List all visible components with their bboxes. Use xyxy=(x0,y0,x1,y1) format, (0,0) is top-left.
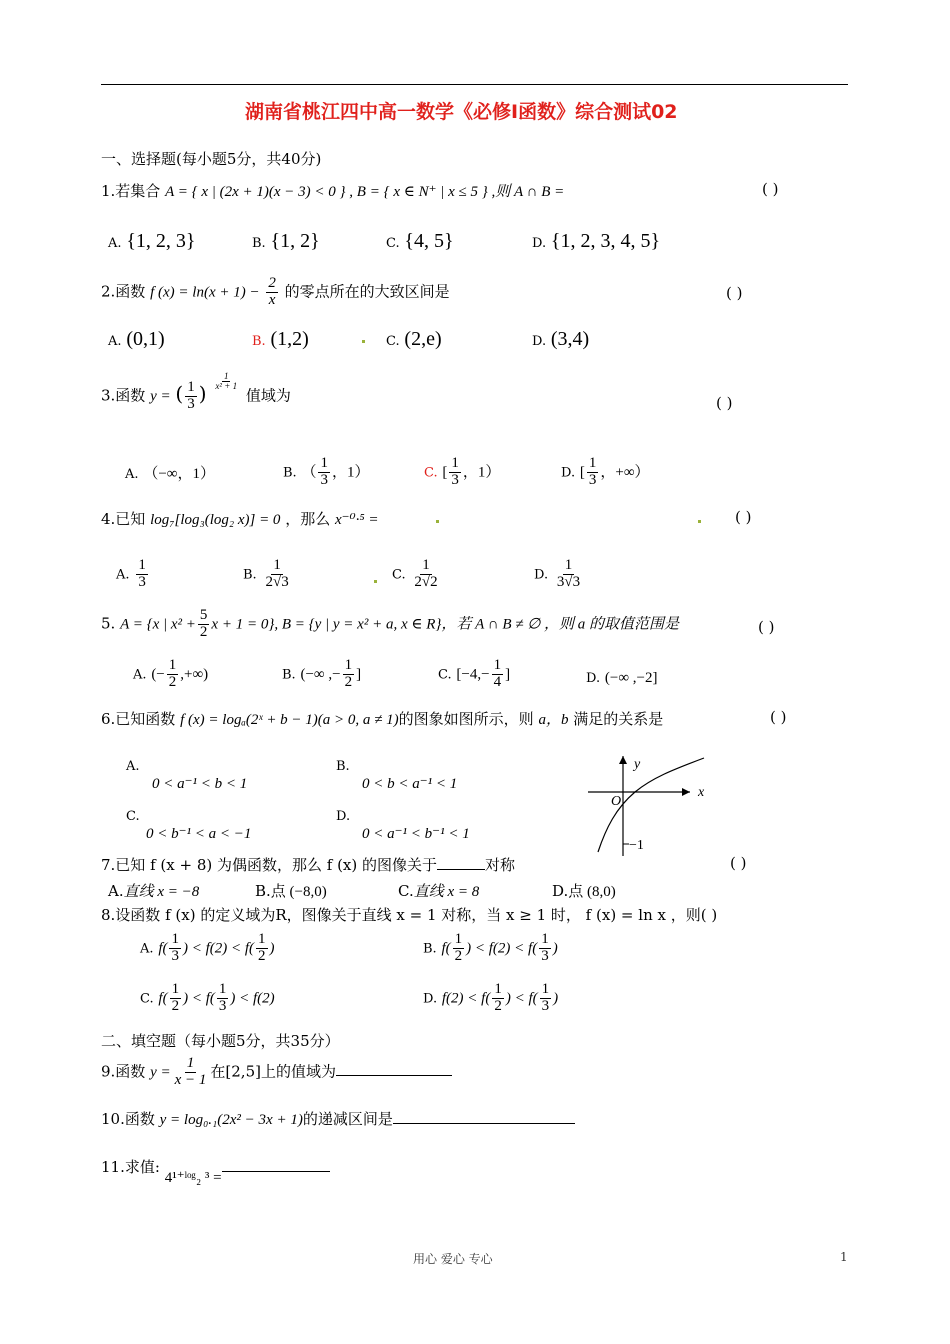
page-title: 湖南省桃江四中高一数学《必修Ⅰ函数》综合测试02 xyxy=(245,101,678,123)
question-10: 10.函数 y = log₀.₁(2x² − 3x + 1)的递减区间是 xyxy=(101,1108,575,1129)
q6-option-a: A. 0 < a⁻¹ < b < 1 xyxy=(126,759,248,792)
q8-option-d: D. f(2) < f( $\frac{1}{2}$ ) < f( $\frac{1}{3}$ ) xyxy=(423,981,559,1014)
question-6: 6.已知函数 f (x) = logₐ(2ˣ + b − 1)(a > 0, a ≠ 1)的图象如图所示，则 a，b 满足的关系是 xyxy=(101,710,664,728)
q5-answer-paren: ( ) xyxy=(758,618,775,636)
q4-option-c: C. $\frac{1}{2√2}$ xyxy=(392,557,438,590)
question-7: 7.已知 f (x + 8) 为偶函数，那么 f (x) 的图像关于 对称 xyxy=(101,856,516,874)
q5-option-b: B. (−∞ ,− $\frac{1}{2}$ ] xyxy=(282,657,362,690)
q7-answer-paren: ( ) xyxy=(730,854,747,872)
q7-option-c: C.直线 x = 8 xyxy=(398,882,480,900)
q4-option-d: D. $\frac{1}{3√3}$ xyxy=(534,557,581,590)
q1-option-a: A. {1, 2, 3} xyxy=(108,230,196,252)
q4-option-a: A. $\frac{1}{3}$ xyxy=(116,557,146,590)
question-1: 1.若集合 A = { x | (2x + 1)(x − 3) < 0 } , B = { x ∈ N⁺ | x ≤ 5 } ,则 A ∩ B = xyxy=(101,182,565,200)
q4-option-b: B. $\frac{1}{2√3}$ xyxy=(243,557,289,590)
footer-center: 用心 爱心 专心 xyxy=(413,1252,493,1266)
origin-label: O xyxy=(611,794,622,809)
x-axis-label: x xyxy=(698,785,705,800)
q6-option-d: D. 0 < a⁻¹ < b⁻¹ < 1 xyxy=(336,809,470,842)
q1-answer-paren: ( ) xyxy=(762,180,779,198)
stray-mark xyxy=(698,520,701,523)
q2-option-d: D. (3,4) xyxy=(532,328,590,350)
section-choice-heading: 一、选择题(每小题5分，共40分) xyxy=(101,150,322,168)
x-axis-arrow xyxy=(682,788,690,796)
q8-option-a: A. f( $\frac{1}{3}$ ) < f(2) < f( $\frac{1}{2}$ ) xyxy=(140,931,275,964)
stray-mark xyxy=(374,580,377,583)
q8-option-c: C. f( $\frac{1}{2}$ ) < f( $\frac{1}{3}$ ) < f(2) xyxy=(140,981,275,1014)
question-9: 9.函数 y = $\frac{1}{x - 1}$ 在[2,5]上的值域为 xyxy=(101,1056,452,1089)
q3-option-a: A. （−∞，1） xyxy=(125,466,215,482)
q3-answer-paren: ( ) xyxy=(716,394,733,412)
tick-label: −1 xyxy=(629,838,644,853)
q7-option-b: B.点 (−8,0) xyxy=(255,882,327,900)
stray-mark xyxy=(362,340,365,343)
y-axis-label: y xyxy=(634,757,641,772)
q5-option-d: D. (−∞ ,−2] xyxy=(586,670,658,686)
question-8: 8.设函数 f (x) 的定义域为R，图像关于直线 x = 1 对称，当 x ≥ 1 时， f (x) = ln x ，则( ) xyxy=(101,906,718,924)
q5-option-c: C. [−4,− $\frac{1}{4}$ ] xyxy=(438,657,511,690)
q1-stem: A = { x | (2x + 1)(x − 3) < 0 } , B = { x ∈ N⁺ | x ≤ 5 } ,则 A ∩ B = xyxy=(165,184,565,200)
q2-option-c: C. (2,e) xyxy=(386,328,442,350)
section-fill-heading: 二、填空题（每小题5分，共35分） xyxy=(101,1032,340,1050)
q3-option-b: B. （ $\frac{1}{3}$ ，1） xyxy=(283,455,370,488)
q2-option-a: A. (0,1) xyxy=(108,328,165,350)
q6-answer-paren: ( ) xyxy=(770,708,787,726)
q7-option-a: A.直线 x = −8 xyxy=(108,882,200,900)
q6-function-graph xyxy=(580,752,710,860)
q3-option-d: D. [ $\frac{1}{3}$ ，+∞） xyxy=(561,455,650,488)
q11-answer-blank[interactable] xyxy=(222,1171,330,1172)
q9-answer-blank[interactable] xyxy=(336,1075,452,1076)
q6-option-b: B. 0 < b < a⁻¹ < 1 xyxy=(336,759,458,792)
q10-answer-blank[interactable] xyxy=(393,1123,575,1124)
q7-blank[interactable] xyxy=(437,869,485,870)
y-axis-arrow xyxy=(619,756,627,764)
q5-option-a: A. (− $\frac{1}{2}$ ,+∞) xyxy=(133,657,209,690)
q8-option-b: B. f( $\frac{1}{2}$ ) < f(2) < f( $\frac{1}{3}$ ) xyxy=(423,931,558,964)
question-3: 3.函数 y = ( $\frac{1}{3}$ ) $\frac{1}{\text{x² + 1}}$ 值域为 xyxy=(101,371,291,412)
q2-answer-paren: ( ) xyxy=(726,284,743,302)
top-rule xyxy=(101,84,848,85)
q7-option-d: D.点 (8,0) xyxy=(552,882,616,900)
question-5: 5. A = {x | x² + $\frac{5}{2}$ x + 1 = 0}, B = {y | y = x² + a, x ∈ R}，若 A ∩ B ≠ ∅ ，则 a 的取值范围是 xyxy=(101,607,680,640)
q6-option-c: C. 0 < b⁻¹ < a < −1 xyxy=(126,809,252,842)
stray-mark xyxy=(436,520,439,523)
q4-answer-paren: ( ) xyxy=(735,508,752,526)
page-number: 1 xyxy=(840,1250,848,1264)
q1-option-b: B. {1, 2} xyxy=(252,230,320,252)
q1-option-c: C. {4, 5} xyxy=(386,230,454,252)
question-2: 2.函数 f (x) = ln(x + 1) − $\frac{2}{x}$ 的零点所在的大致区间是 xyxy=(101,275,450,308)
question-11: 11.求值: 4¹⁺ˡᵒᵍ₂ ³ = xyxy=(101,1156,330,1177)
q2-option-b: B. (1,2) xyxy=(252,328,309,350)
q1-option-d: D. {1, 2, 3, 4, 5} xyxy=(532,230,661,252)
q3-option-c: C. [ $\frac{1}{3}$ ，1） xyxy=(424,455,501,488)
question-4: 4.已知 log₇[log₃(log₂ x)] = 0 ，那么 x⁻⁰·⁵ = xyxy=(101,510,379,528)
